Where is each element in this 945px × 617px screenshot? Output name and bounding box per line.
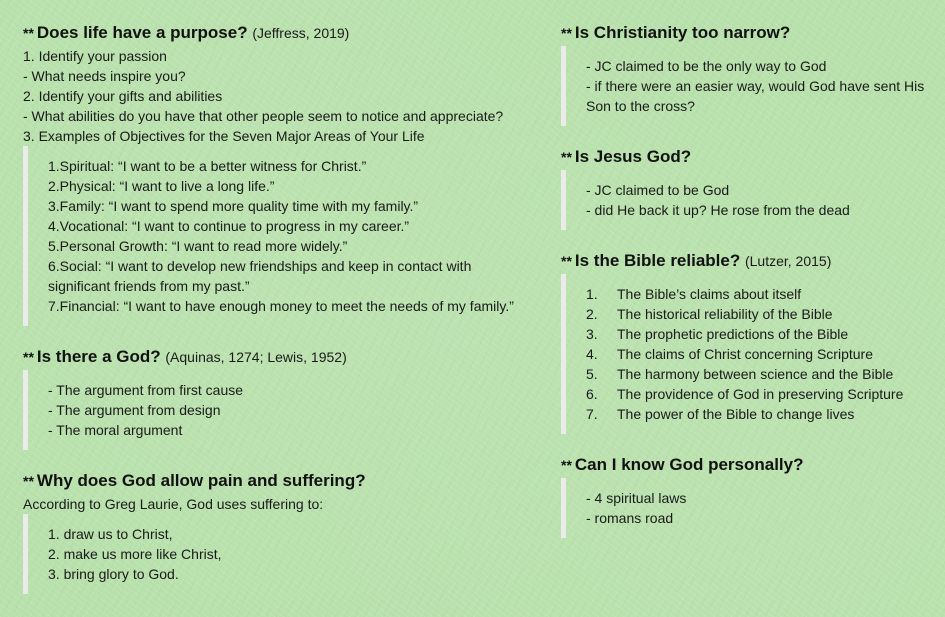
objective-item: 2.Physical: “I want to live a long life.” xyxy=(48,178,275,194)
item-number: 5. xyxy=(586,366,598,382)
intro-line: 1. Identify your passion xyxy=(23,48,167,64)
jesus-god-item: - did He back it up? He rose from the dead xyxy=(586,202,850,218)
bible-item xyxy=(586,304,931,324)
objective-item: 7.Financial: “I want to have enough money to meet the needs of my family.” xyxy=(48,298,514,314)
objective-item: 1.Spiritual: “I want to be a better witness for Christ.” xyxy=(48,158,367,174)
item-text: The historical reliability of the Bible xyxy=(617,306,833,322)
suffering-item: 2. make us more like Christ, xyxy=(48,546,222,562)
section-heading xyxy=(561,22,931,44)
suffering-intro: According to Greg Laurie, God uses suffering to: xyxy=(23,496,324,512)
section-heading xyxy=(561,454,931,476)
item-number: 4. xyxy=(586,346,598,362)
heading-title: Does life have a purpose? xyxy=(36,23,248,42)
item-number: 2. xyxy=(586,306,598,322)
item-text: The claims of Christ concerning Scripture xyxy=(617,346,873,362)
section-heading xyxy=(23,346,538,368)
section-bible-reliable xyxy=(561,250,931,434)
item-text: The providence of God in preserving Scripture xyxy=(617,386,904,402)
objective-item: 3.Family: “I want to spend more quality time with my family.” xyxy=(48,198,419,214)
bible-item xyxy=(586,324,931,344)
heading-marker: ** xyxy=(561,25,572,41)
heading-citation: (Jeffress, 2019) xyxy=(252,25,350,41)
argument-item: - The argument from first cause xyxy=(48,382,244,398)
suffering-item: 3. bring glory to God. xyxy=(48,566,179,582)
jesus-god-item: - JC claimed to be God xyxy=(586,182,730,198)
item-number: 6. xyxy=(586,386,598,402)
heading-title: Is Christianity too narrow? xyxy=(574,23,791,42)
section-god-exists xyxy=(23,346,538,450)
narrow-item: - JC claimed to be the only way to God xyxy=(586,58,827,74)
suffering-quote xyxy=(23,514,538,594)
section-heading xyxy=(23,470,538,492)
heading-marker: ** xyxy=(23,25,34,41)
objective-item: 6.Social: “I want to develop new friendships and keep in contact with significant friends from my past.” xyxy=(48,258,472,294)
heading-marker: ** xyxy=(561,149,572,165)
section-know-god xyxy=(561,454,931,538)
heading-marker: ** xyxy=(561,457,572,473)
heading-marker: ** xyxy=(561,253,572,269)
intro-line: 2. Identify your gifts and abilities xyxy=(23,88,223,104)
bible-quote xyxy=(561,274,931,434)
suffering-item: 1. draw us to Christ, xyxy=(48,526,173,542)
arguments-quote xyxy=(23,370,538,450)
bible-item xyxy=(586,384,931,404)
argument-item: - The moral argument xyxy=(48,422,183,438)
heading-title: Can I know God personally? xyxy=(574,455,804,474)
bible-item xyxy=(586,404,931,424)
objectives-quote xyxy=(23,146,518,326)
item-number: 7. xyxy=(586,406,598,422)
item-text: The prophetic predictions of the Bible xyxy=(617,326,849,342)
section-life-purpose xyxy=(23,22,538,326)
objective-item: 4.Vocational: “I want to continue to progress in my career.” xyxy=(48,218,410,234)
argument-item: - The argument from design xyxy=(48,402,221,418)
section-heading xyxy=(561,146,931,168)
know-god-item: - 4 spiritual laws xyxy=(586,490,687,506)
bible-item xyxy=(586,364,931,384)
section-jesus-god xyxy=(561,146,931,230)
heading-title: Is Jesus God? xyxy=(574,147,692,166)
intro-line: 3. Examples of Objectives for the Seven Major Areas of Your Life xyxy=(23,128,425,144)
item-number: 3. xyxy=(586,326,598,342)
item-text: The power of the Bible to change lives xyxy=(617,406,855,422)
heading-marker: ** xyxy=(23,473,34,489)
jesus-god-quote xyxy=(561,170,931,230)
heading-title: Why does God allow pain and suffering? xyxy=(36,471,366,490)
know-god-item: - romans road xyxy=(586,510,674,526)
heading-citation: (Lutzer, 2015) xyxy=(744,253,832,269)
intro-line: - What needs inspire you? xyxy=(23,68,186,84)
item-text: The Bible’s claims about itself xyxy=(617,286,802,302)
section-christianity-narrow xyxy=(561,22,931,126)
narrow-quote xyxy=(561,46,931,126)
objective-item: 5.Personal Growth: “I want to read more widely.” xyxy=(48,238,348,254)
know-god-quote xyxy=(561,478,931,538)
item-number: 1. xyxy=(586,286,598,302)
heading-title: Is the Bible reliable? xyxy=(574,251,741,270)
bible-item xyxy=(586,344,931,364)
section-heading xyxy=(561,250,931,272)
item-text: The harmony between science and the Bible xyxy=(617,366,894,382)
section-suffering xyxy=(23,470,538,594)
heading-citation: (Aquinas, 1274; Lewis, 1952) xyxy=(165,349,347,365)
bible-item xyxy=(586,284,931,304)
narrow-item: - if there were an easier way, would God have sent His Son to the cross? xyxy=(586,78,925,114)
section-heading xyxy=(23,22,538,44)
heading-title: Is there a God? xyxy=(36,347,161,366)
intro-lines xyxy=(23,46,538,146)
intro-line: - What abilities do you have that other people seem to notice and appreciate? xyxy=(23,108,504,124)
heading-marker: ** xyxy=(23,349,34,365)
